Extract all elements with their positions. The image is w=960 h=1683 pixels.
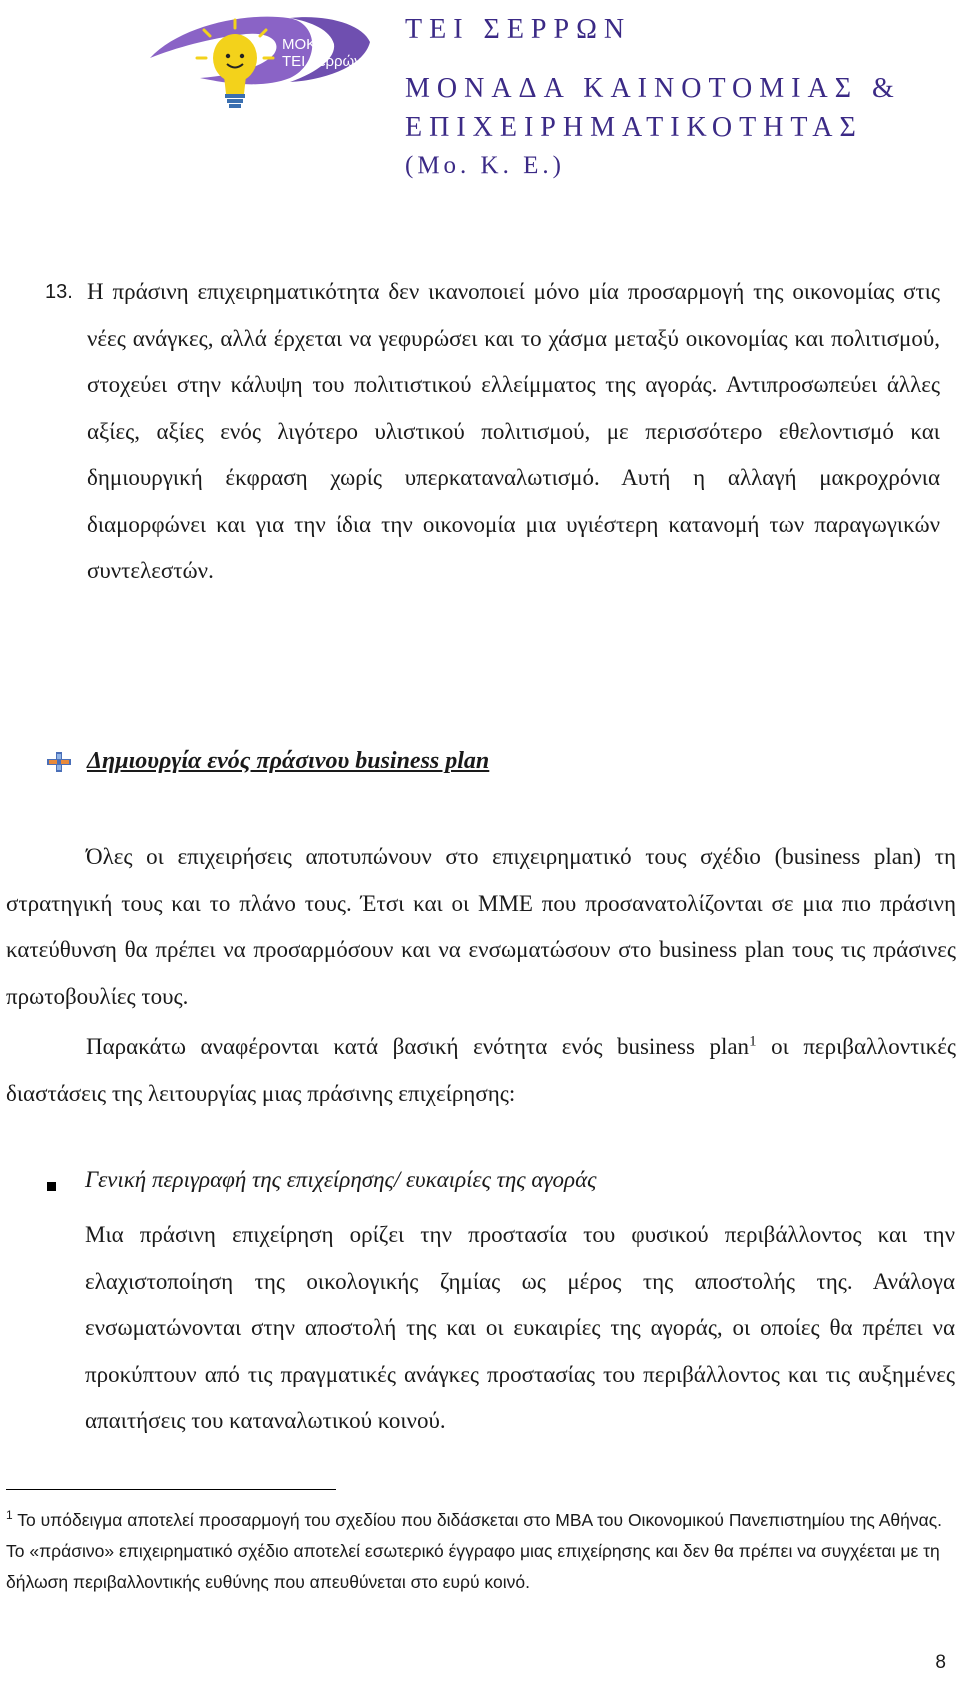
paragraph-text-start: Παρακάτω αναφέρονται κατά βασική ενότητα ενός business plan [86, 1034, 750, 1059]
logo-line-1: ΜΟΚΕ [282, 36, 327, 53]
footnote-divider [6, 1489, 336, 1490]
unit-name-line-1: ΜΟΝΑΔΑ ΚΑΙΝΟΤΟΜΙΑΣ & [405, 73, 901, 104]
section-title: Δημιουργία ενός πράσινου business plan [87, 748, 490, 774]
footnote-text: Το υπόδειγμα αποτελεί προσαρμογή του σχεδίου που διδάσκεται στο MBA του Οικονομικού Πανεπιστημίου της Αθήνας. Το «πράσινο» επιχειρηματικό σχέδιο αποτελεί εσωτερικό έγγραφο μιας επιχείρησης και δεν θα πρέπει να συγχέεται με τη δήλωση περιβαλλοντικής ευθύνης που απευθύνεται στο ευρύ κοινό. [6, 1510, 942, 1592]
arrow-bullet-icon [47, 752, 71, 772]
footnote-number: 1 [6, 1508, 13, 1523]
footnote [6, 1505, 946, 1598]
section-heading [47, 748, 489, 775]
square-bullet-icon [47, 1182, 56, 1191]
page-number: 8 [935, 1652, 946, 1673]
paragraph-environmental-dimensions [6, 1024, 956, 1117]
bullet-title: Γενική περιγραφή της επιχείρησης/ ευκαιρίες της αγοράς [85, 1167, 597, 1192]
numbered-paragraph-13 [45, 269, 940, 595]
unit-name-line-2: ΕΠΙΧΕΙΡΗΜΑΤΙΚΟΤΗΤΑΣ [405, 112, 863, 143]
footnote-reference: 1 [749, 1033, 757, 1050]
logo-line-2: ΤΕΙ Σερρών [282, 53, 362, 70]
item-number: 13. [45, 281, 73, 303]
logo-text [282, 36, 362, 70]
paragraph-business-plan: Όλες οι επιχειρήσεις αποτυπώνουν στο επιχειρηματικό τους σχέδιο (business plan) τη στρατηγική τους και το πλάνο τους. Έτσι και οι ΜΜΕ που προσανατολίζονται σε μια πιο πράσινη κατεύθυνση θα πρέπει να προσαρμόσουν και να ενσωματώσουν στο business plan τους τις πράσινες πρωτοβουλίες τους. [6, 844, 956, 1009]
paragraph-text-end: οι περιβαλλοντικές διαστάσεις της λειτουργίας μιας πράσινης επιχείρησης: [6, 1034, 956, 1106]
bullet-body: Μια πράσινη επιχείρηση ορίζει την προστασία του φυσικού περιβάλλοντος και την ελαχιστοποίηση της οικολογικής ζημίας ως μέρος της αποστολής της. Ανάλογα ενσωματώνονται στην αποστολή της και οι ευκαιρίες της αγοράς, οι οποίες θα πρέπει να προκύπτουν από τις πραγματικές ανάγκες προστασίας του περιβάλλοντος και τις αυξημένες απαιτήσεις του καταναλωτικού κοινού. [85, 1222, 955, 1433]
institution-name: ΤΕΙ ΣΕΡΡΩΝ [405, 14, 632, 45]
unit-abbreviation: (Μο. Κ. Ε.) [405, 152, 565, 179]
item-text: Η πράσινη επιχειρηματικότητα δεν ικανοποιεί μόνο μία προσαρμογή της οικονομίας στις νέες ανάγκες, αλλά έρχεται να γεφυρώσει και το χάσμα μεταξύ οικονομίας και πολιτισμού, στοχεύει στην κάλυψη του πολιτιστικού ελλείμματος της αγοράς. Αντιπροσωπεύει άλλες αξίες, αξίες ενός λιγότερο υλιστικού πολιτισμού, με περισσότερο εθελοντισμό και δημιουργική έκφραση χωρίς υπερκαταναλωτισμό. Αυτή η αλλαγή μακροχρόνια διαμορφώνει και για την ίδια την οικονομία μια υγιέστερη κατανομή των παραγωγικών συντελεστών. [87, 279, 940, 583]
